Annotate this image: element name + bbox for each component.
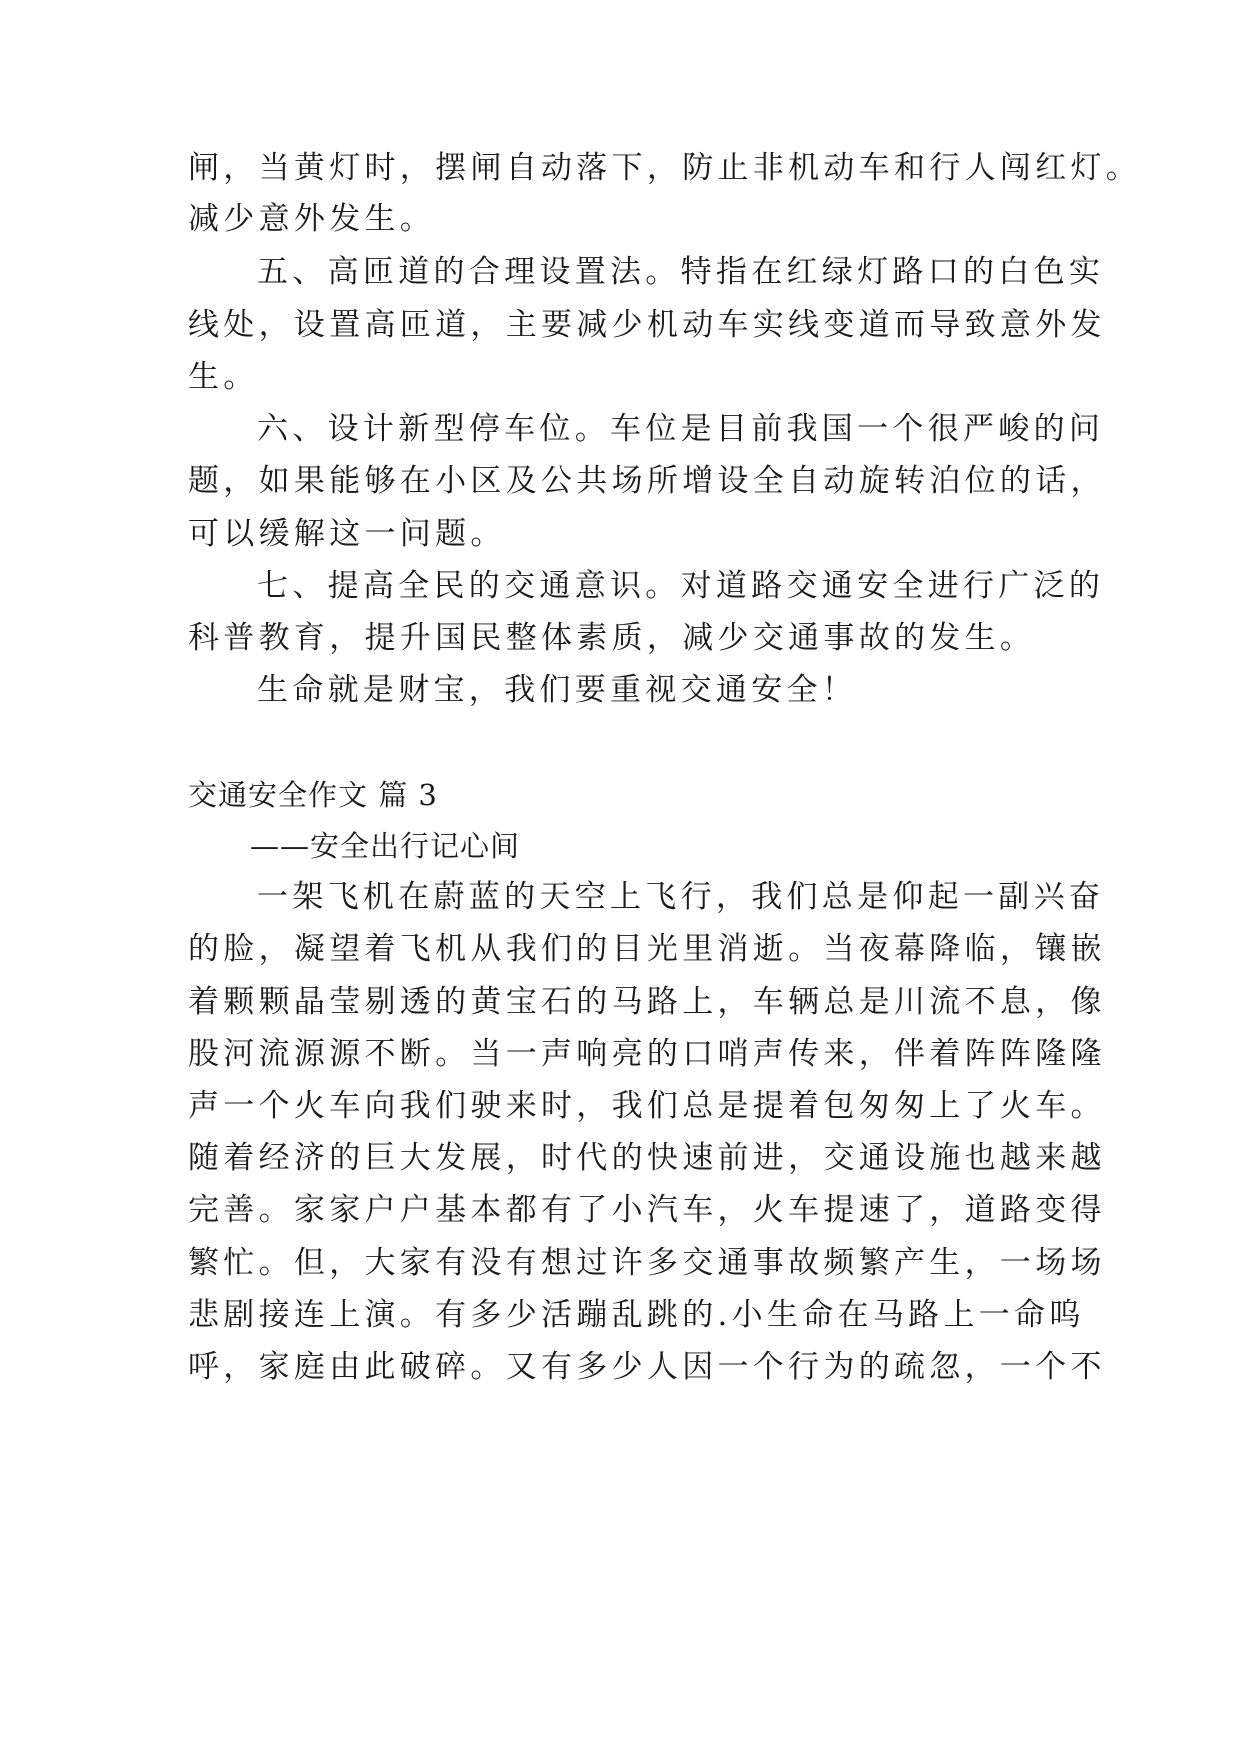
paragraph-line: 着颗颗晶莹剔透的黄宝石的马路上，车辆总是川流不息，像 — [188, 984, 1106, 1020]
paragraph-line: 六、设计新型停车位。车位是目前我国一个很严峻的问 — [257, 411, 1105, 447]
paragraph-line: 闸，当黄灯时，摆闸自动落下，防止非机动车和行人闯红灯。 — [188, 150, 1142, 186]
paragraph-line: 题，如果能够在小区及公共场所增设全自动旋转泊位的话， — [188, 463, 1106, 499]
paragraph-line: 减少意外发生。 — [188, 201, 436, 237]
section-subtitle: ——安全出行记心间 — [250, 829, 521, 863]
paragraph-line: 悲剧接连上演。有多少活蹦乱跳的.小生命在马路上一命呜 — [188, 1297, 1085, 1333]
paragraph-line: 声一个火车向我们驶来时，我们总是提着包匆匆上了火车。 — [188, 1088, 1106, 1124]
paragraph-line: 科普教育，提升国民整体素质，减少交通事故的发生。 — [188, 620, 1036, 656]
paragraph-line: 繁忙。但，大家有没有想过许多交通事故频繁产生，一场场 — [188, 1245, 1106, 1281]
paragraph-line: 可以缓解这一问题。 — [188, 516, 506, 552]
paragraph-line: 一架飞机在蔚蓝的天空上飞行，我们总是仰起一副兴奋 — [257, 879, 1105, 915]
paragraph-line: 生。 — [188, 359, 259, 395]
paragraph-line: 的脸，凝望着飞机从我们的目光里消逝。当夜幕降临，镶嵌 — [188, 931, 1106, 967]
paragraph-line: 呼，家庭由此破碎。又有多少人因一个行为的疏忽，一个不 — [188, 1349, 1106, 1385]
section-title: 交通安全作文 篇 3 — [188, 778, 438, 812]
paragraph-line: 线处，设置高匝道，主要减少机动车实线变道而导致意外发 — [188, 307, 1106, 343]
paragraph-line: 随着经济的巨大发展，时代的快速前进，交通设施也越来越 — [188, 1140, 1106, 1176]
paragraph-line: 股河流源源不断。当一声响亮的口哨声传来，伴着阵阵隆隆 — [188, 1036, 1106, 1072]
paragraph-line: 生命就是财宝，我们要重视交通安全！ — [257, 672, 858, 708]
paragraph-line: 七、提高全民的交通意识。对道路交通安全进行广泛的 — [257, 568, 1105, 604]
paragraph-line: 完善。家家户户基本都有了小汽车，火车提速了，道路变得 — [188, 1192, 1106, 1228]
paragraph-line: 五、高匝道的合理设置法。特指在红绿灯路口的白色实 — [257, 254, 1105, 290]
